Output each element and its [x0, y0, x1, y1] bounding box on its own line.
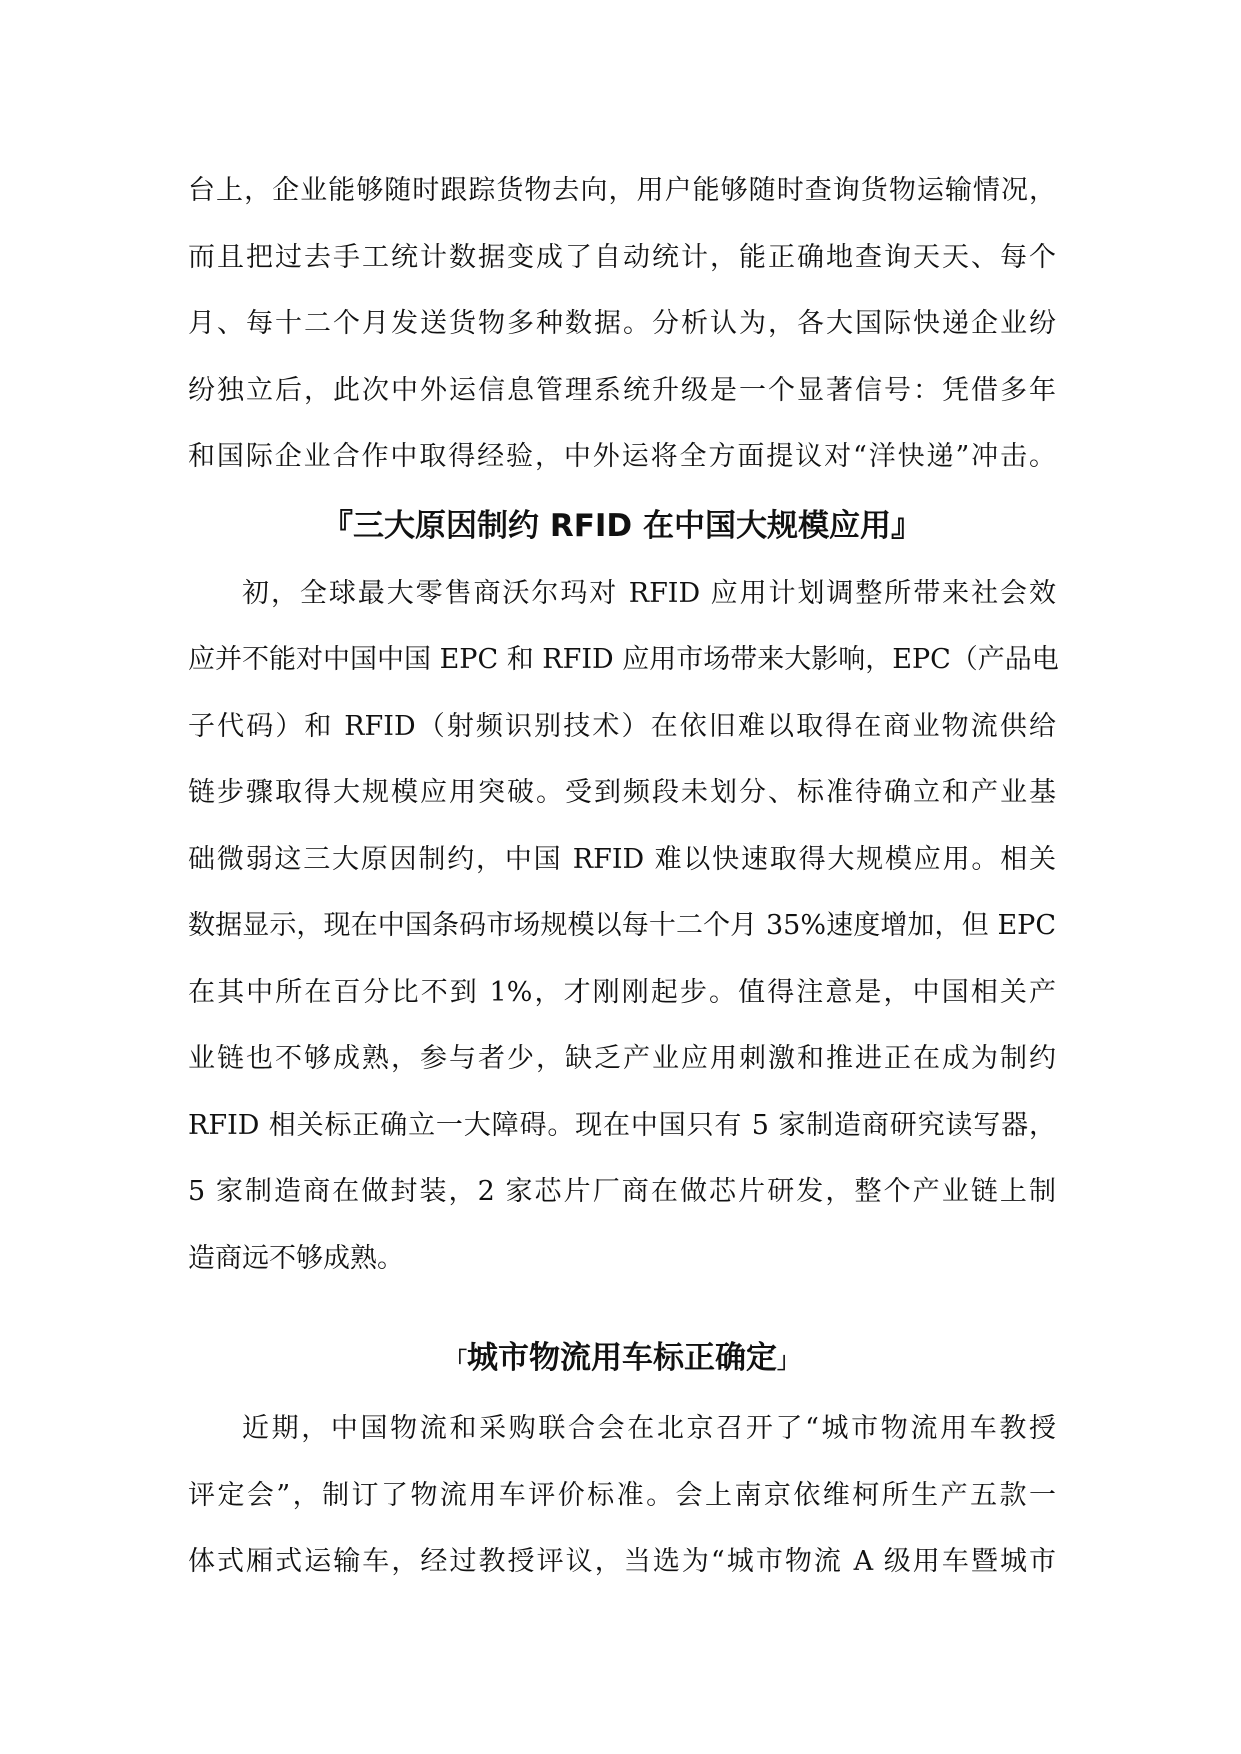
paragraph-line: RFID 相关标正确立一大障碍。现在中国只有 5 家制造商研究读写器，: [188, 1109, 1056, 1141]
paragraph-line: 台上，企业能够随时跟踪货物去向，用户能够随时查询货物运输情况，: [188, 175, 1056, 206]
paragraph-line: 近期，中国物流和采购联合会在北京召开了“城市物流用车教授: [242, 1413, 1056, 1444]
heading-open-bracket: 「: [444, 1349, 467, 1374]
paragraph-line: 初，全球最大零售商沃尔玛对 RFID 应用计划调整所带来社会效: [242, 577, 1056, 609]
paragraph-line: 础微弱这三大原因制约，中国 RFID 难以快速取得大规模应用。相关: [188, 843, 1056, 875]
paragraph-line: 子代码）和 RFID（射频识别技术）在依旧难以取得在商业物流供给: [188, 710, 1056, 742]
paragraph-line: 在其中所在百分比不到 1%，才刚刚起步。值得注意是，中国相关产: [188, 976, 1056, 1008]
document-page: [188, 158, 1059, 1596]
paragraph-line: 链步骤取得大规模应用突破。受到频段未划分、标准待确立和产业基: [188, 777, 1056, 808]
intro-paragraph: [188, 158, 1056, 491]
heading-close-bracket: 」: [777, 1349, 800, 1374]
paragraph-line: 数据显示，现在中国条码市场规模以每十二个月 35%速度增加，但 EPC: [188, 910, 1056, 941]
paragraph-line: 5 家制造商在做封装，2 家芯片厂商在做芯片研发，整个产业链上制: [188, 1176, 1056, 1207]
section-heading-rfid: 『三大原因制约 RFID 在中国大规模应用』: [322, 507, 922, 544]
paragraph-line: 造商远不够成熟。: [188, 1242, 404, 1274]
paragraph-line: 和国际企业合作中取得经验，中外运将全方面提议对“洋快递”冲击。: [188, 441, 1056, 472]
paragraph-line: 而且把过去手工统计数据变成了自动统计，能正确地查询天天、每个: [188, 241, 1056, 273]
paragraph-line: 体式厢式运输车，经过教授评议，当选为“城市物流 A 级用车暨城市: [188, 1546, 1056, 1577]
city-logistics-paragraph: [188, 1396, 1056, 1596]
paragraph-line: 业链也不够成熟，参与者少，缺乏产业应用刺激和推进正在成为制约: [188, 1043, 1056, 1074]
paragraph-line: 应并不能对中国中国 EPC 和 RFID 应用市场带来大影响，EPC（产品电: [188, 644, 1059, 675]
paragraph-line: 纷独立后，此次中外运信息管理系统升级是一个显著信号：凭借多年: [188, 374, 1056, 406]
paragraph-line: 评定会”，制订了物流用车评价标准。会上南京依维柯所生产五款一: [188, 1479, 1056, 1511]
section-heading-city-logistics: [188, 1316, 1056, 1396]
heading-text: 城市物流用车标正确定: [467, 1340, 777, 1376]
paragraph-line: 月、每十二个月发送货物多种数据。分析认为，各大国际快递企业纷: [188, 308, 1056, 339]
rfid-paragraph: [188, 561, 1059, 1293]
